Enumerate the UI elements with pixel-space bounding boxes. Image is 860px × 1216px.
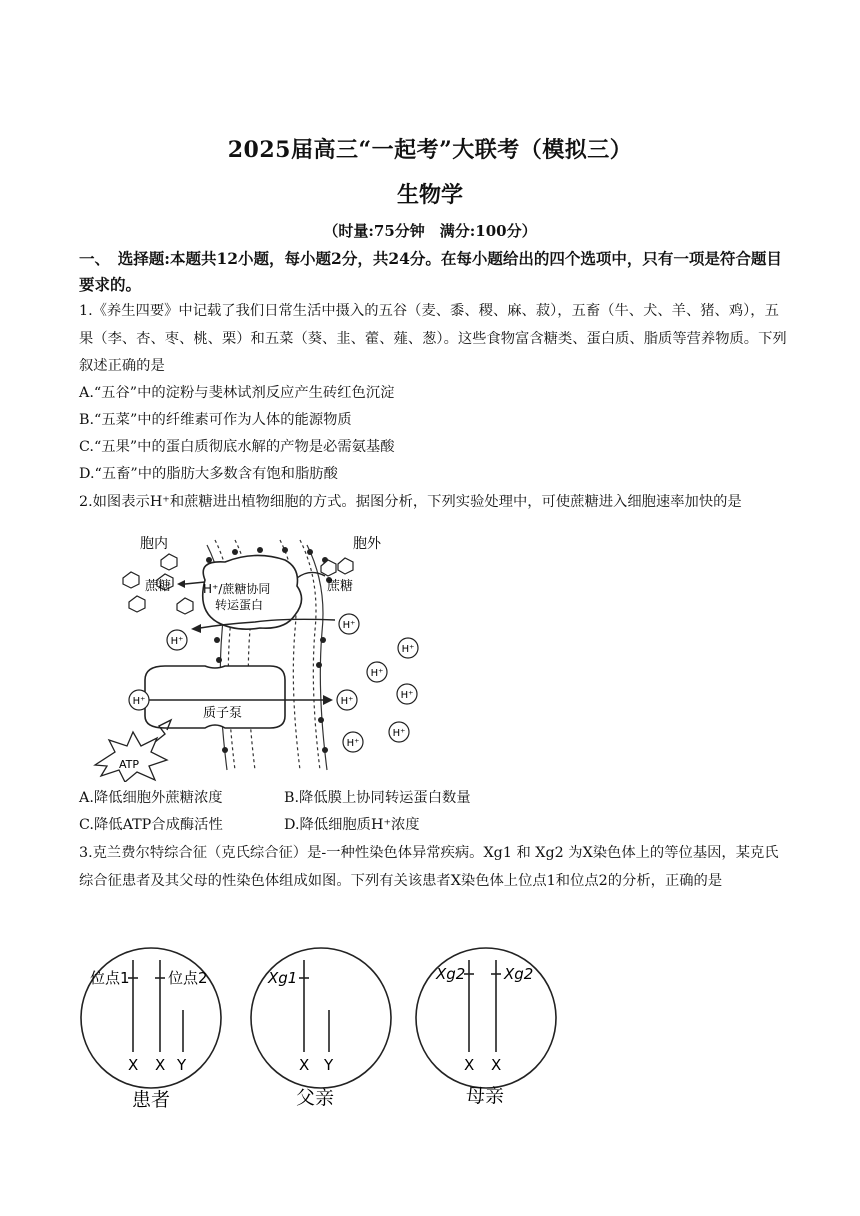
cotransporter-label-1: H⁺/蔗糖协同 (203, 582, 271, 596)
membrane-transport-figure (85, 520, 445, 782)
patient-locus-1: 位点1 (90, 969, 130, 987)
h-ion-label: H⁺ (400, 690, 414, 701)
h-ion-label: H⁺ (392, 728, 406, 739)
patient-chromosome-x1: X (128, 1056, 139, 1074)
patient-chromosome-y: Y (177, 1056, 187, 1074)
atp-label: ATP (119, 758, 140, 771)
question-2-option-a: A.降低细胞外蔗糖浓度 (79, 790, 223, 806)
sucrose-inside-label: 蔗糖 (145, 579, 172, 594)
h-ion-label: H⁺ (342, 620, 356, 631)
mother-label: 母亲 (466, 1085, 505, 1107)
mother-chromosome-x1: X (464, 1056, 475, 1074)
inside-label: 胞内 (140, 536, 168, 552)
father-chromosome-x: X (299, 1056, 310, 1074)
father-gene: Xg1 (268, 969, 298, 987)
h-ion-label: H⁺ (401, 644, 415, 655)
question-2-option-d: D.降低细胞质H⁺浓度 (284, 817, 420, 833)
patient-locus-2: 位点2 (168, 969, 208, 987)
h-ion-label: H⁺ (340, 696, 354, 707)
time-score-info: （时量:75分钟 满分:100分） (323, 222, 537, 240)
patient-label: 患者 (132, 1089, 171, 1110)
chromosome-figure (76, 930, 566, 1110)
question-1-option-d: D.“五畜”中的脂肪大多数含有饱和脂肪酸 (79, 466, 338, 482)
h-ion-label: H⁺ (132, 696, 146, 707)
atp-star (95, 732, 167, 782)
mother-gene-left: Xg2 (436, 965, 466, 983)
subject-title: 生物学 (396, 182, 463, 208)
father-label: 父亲 (296, 1087, 335, 1109)
proton-pump-label: 质子泵 (203, 706, 243, 721)
father-chromosome-y: Y (324, 1056, 334, 1074)
exam-title: 2025届高三“一起考”大联考（模拟三） (227, 137, 633, 163)
h-ion-label: H⁺ (346, 738, 360, 749)
cotransporter-label-2: 转运蛋白 (215, 598, 264, 612)
question-2-stem: 2.如图表示H⁺和蔗糖进出植物细胞的方式。据图分析，下列实验处理中，可使蔗糖进入细胞速率加快的是 (79, 494, 742, 510)
section-heading: 一、 选择题:本题共12小题，每小题2分，共24分。在每小题给出的四个选项中，只有一项是符合题目要求的。 (79, 249, 782, 294)
question-2-options-row-1 (79, 785, 471, 812)
question-2-option-b: B.降低膜上协同转运蛋白数量 (284, 790, 471, 806)
question-1-option-a: A.“五谷”中的淀粉与斐林试剂反应产生砖红色沉淀 (79, 385, 395, 401)
mother-gene-right: Xg2 (504, 965, 534, 983)
question-1-option-c: C.“五果”中的蛋白质彻底水解的产物是必需氨基酸 (79, 439, 395, 455)
h-ion-label: H⁺ (370, 668, 384, 679)
sucrose-outside-label: 蔗糖 (327, 579, 354, 594)
question-1-option-b: B.“五菜”中的纤维素可作为人体的能源物质 (79, 412, 352, 428)
outside-label: 胞外 (353, 536, 381, 552)
h-ion-label: H⁺ (170, 636, 184, 647)
question-2-option-c: C.降低ATP合成酶活性 (79, 817, 223, 833)
question-1-stem: 1.《养生四要》中记载了我们日常生活中摄入的五谷（麦、黍、稷、麻、菽），五畜（牛、犬、羊、猪、鸡），五果（李、杏、枣、桃、栗）和五菜（葵、韭、藿、薤、葱）。这些食物富含糖类、蛋白质、脂质等营养物质。下列叙述正确的是 (79, 303, 787, 374)
question-2-options-row-2 (79, 812, 420, 839)
mother-chromosome-x2: X (491, 1056, 502, 1074)
question-3-stem: 3.克兰费尔特综合征（克氏综合征）是-一种性染色体异常疾病。Xg1 和 Xg2 为X染色体上的等位基因，某克氏综合征患者及其父母的性染色体组成如图。下列有关该患者X染色体上位点1和位点2的分析，正确的是 (79, 845, 779, 889)
patient-chromosome-x2: X (155, 1056, 166, 1074)
